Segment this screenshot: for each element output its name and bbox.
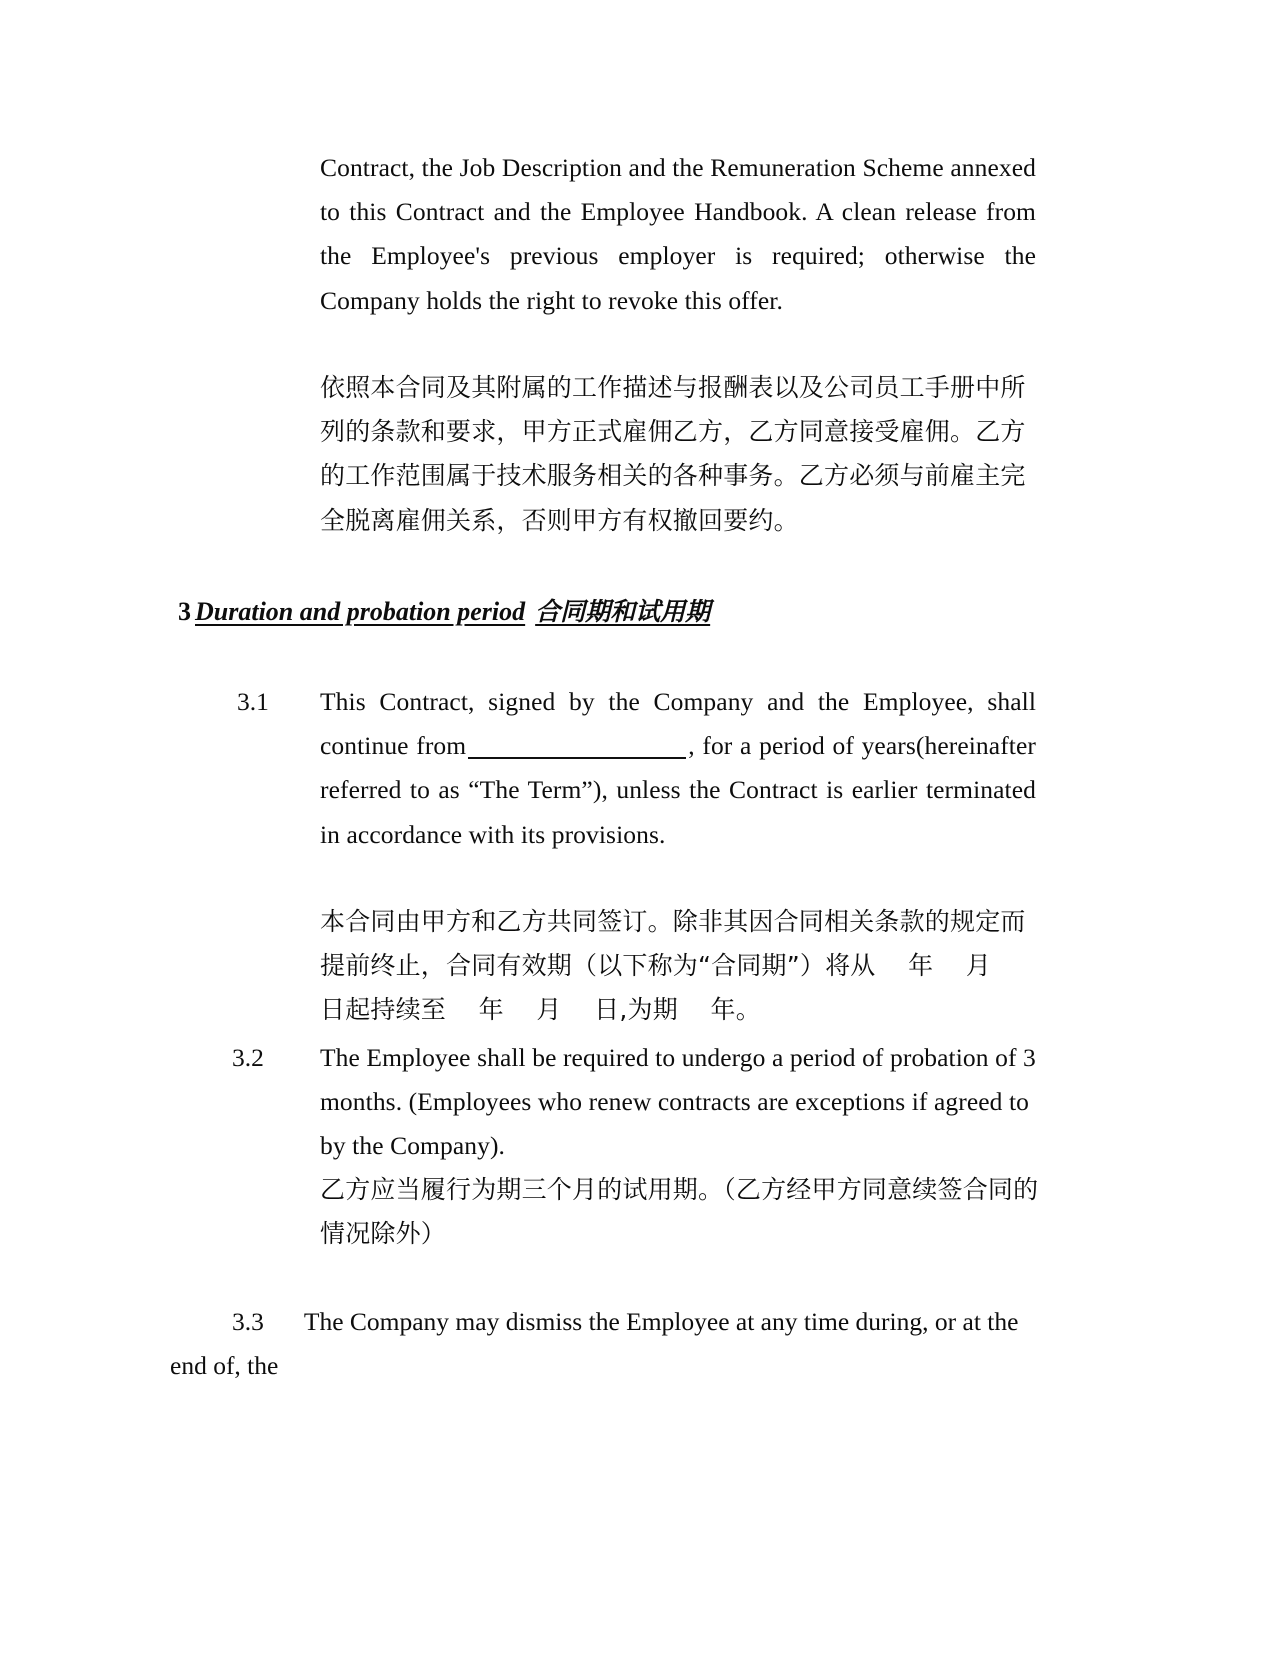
clause-3-1-text-after-blank: , for a period of years(hereinafter referred to as “The Term”), unless the Contract is earlier terminated in accordance with its provisions. <box>320 731 1036 849</box>
clause-3-2-chinese: 乙方应当履行为期三个月的试用期。（乙方经甲方同意续签合同的情况除外） <box>320 1175 1039 1249</box>
section-heading-number: 3 <box>178 597 191 626</box>
contract-start-date-blank[interactable] <box>468 757 686 759</box>
section-heading-3 <box>178 593 710 631</box>
clause-3-1-text-before-blank: This Contract, signed by the Company and the Employee, shall continue from <box>320 687 1036 761</box>
clause-3-2-english: The Employee shall be required to undergo a period of probation of 3 months. (Employees who renew contracts are exceptions if agreed to by the Company). <box>320 1043 1036 1161</box>
section-heading-title-chinese: 合同期和试用期 <box>535 597 711 626</box>
heading-title-spacer <box>525 593 535 631</box>
clause-3-1-english <box>320 680 1036 857</box>
intro-paragraph-chinese: 依照本合同及其附属的工作描述与报酬表以及公司员工手册中所列的条款和要求，甲方正式雇佣乙方，乙方同意接受雇佣。乙方的工作范围属于技术服务相关的各种事务。乙方必须与前雇主完全脱离雇佣关系，否则甲方有权撤回要约。 <box>320 373 1026 535</box>
clause-number-3-3: 3.3 <box>232 1307 264 1336</box>
clause-number-3-2: 3.2 <box>232 1043 264 1072</box>
clause-3-3-english: The Company may dismiss the Employee at any time during, or at the end of, the <box>170 1307 1019 1381</box>
section-heading-title-english: Duration and probation period <box>195 597 526 626</box>
intro-paragraph-english: Contract, the Job Description and the Remuneration Scheme annexed to this Contract and the Employee Handbook. A clean release from the Employee's previous employer is required; otherwise the Company holds the right to revoke this offer. <box>320 153 1036 315</box>
clause-3-1-chinese: 本合同由甲方和乙方共同签订。除非其因合同相关条款的规定而提前终止，合同有效期（以下称为“合同期”）将从 年 月 日起持续至 年 月 日,为期 年。 <box>320 907 1026 1025</box>
clause-number-3-1: 3.1 <box>237 687 269 716</box>
clause-3-3 <box>170 1300 1036 1388</box>
section-heading-title <box>195 597 710 626</box>
